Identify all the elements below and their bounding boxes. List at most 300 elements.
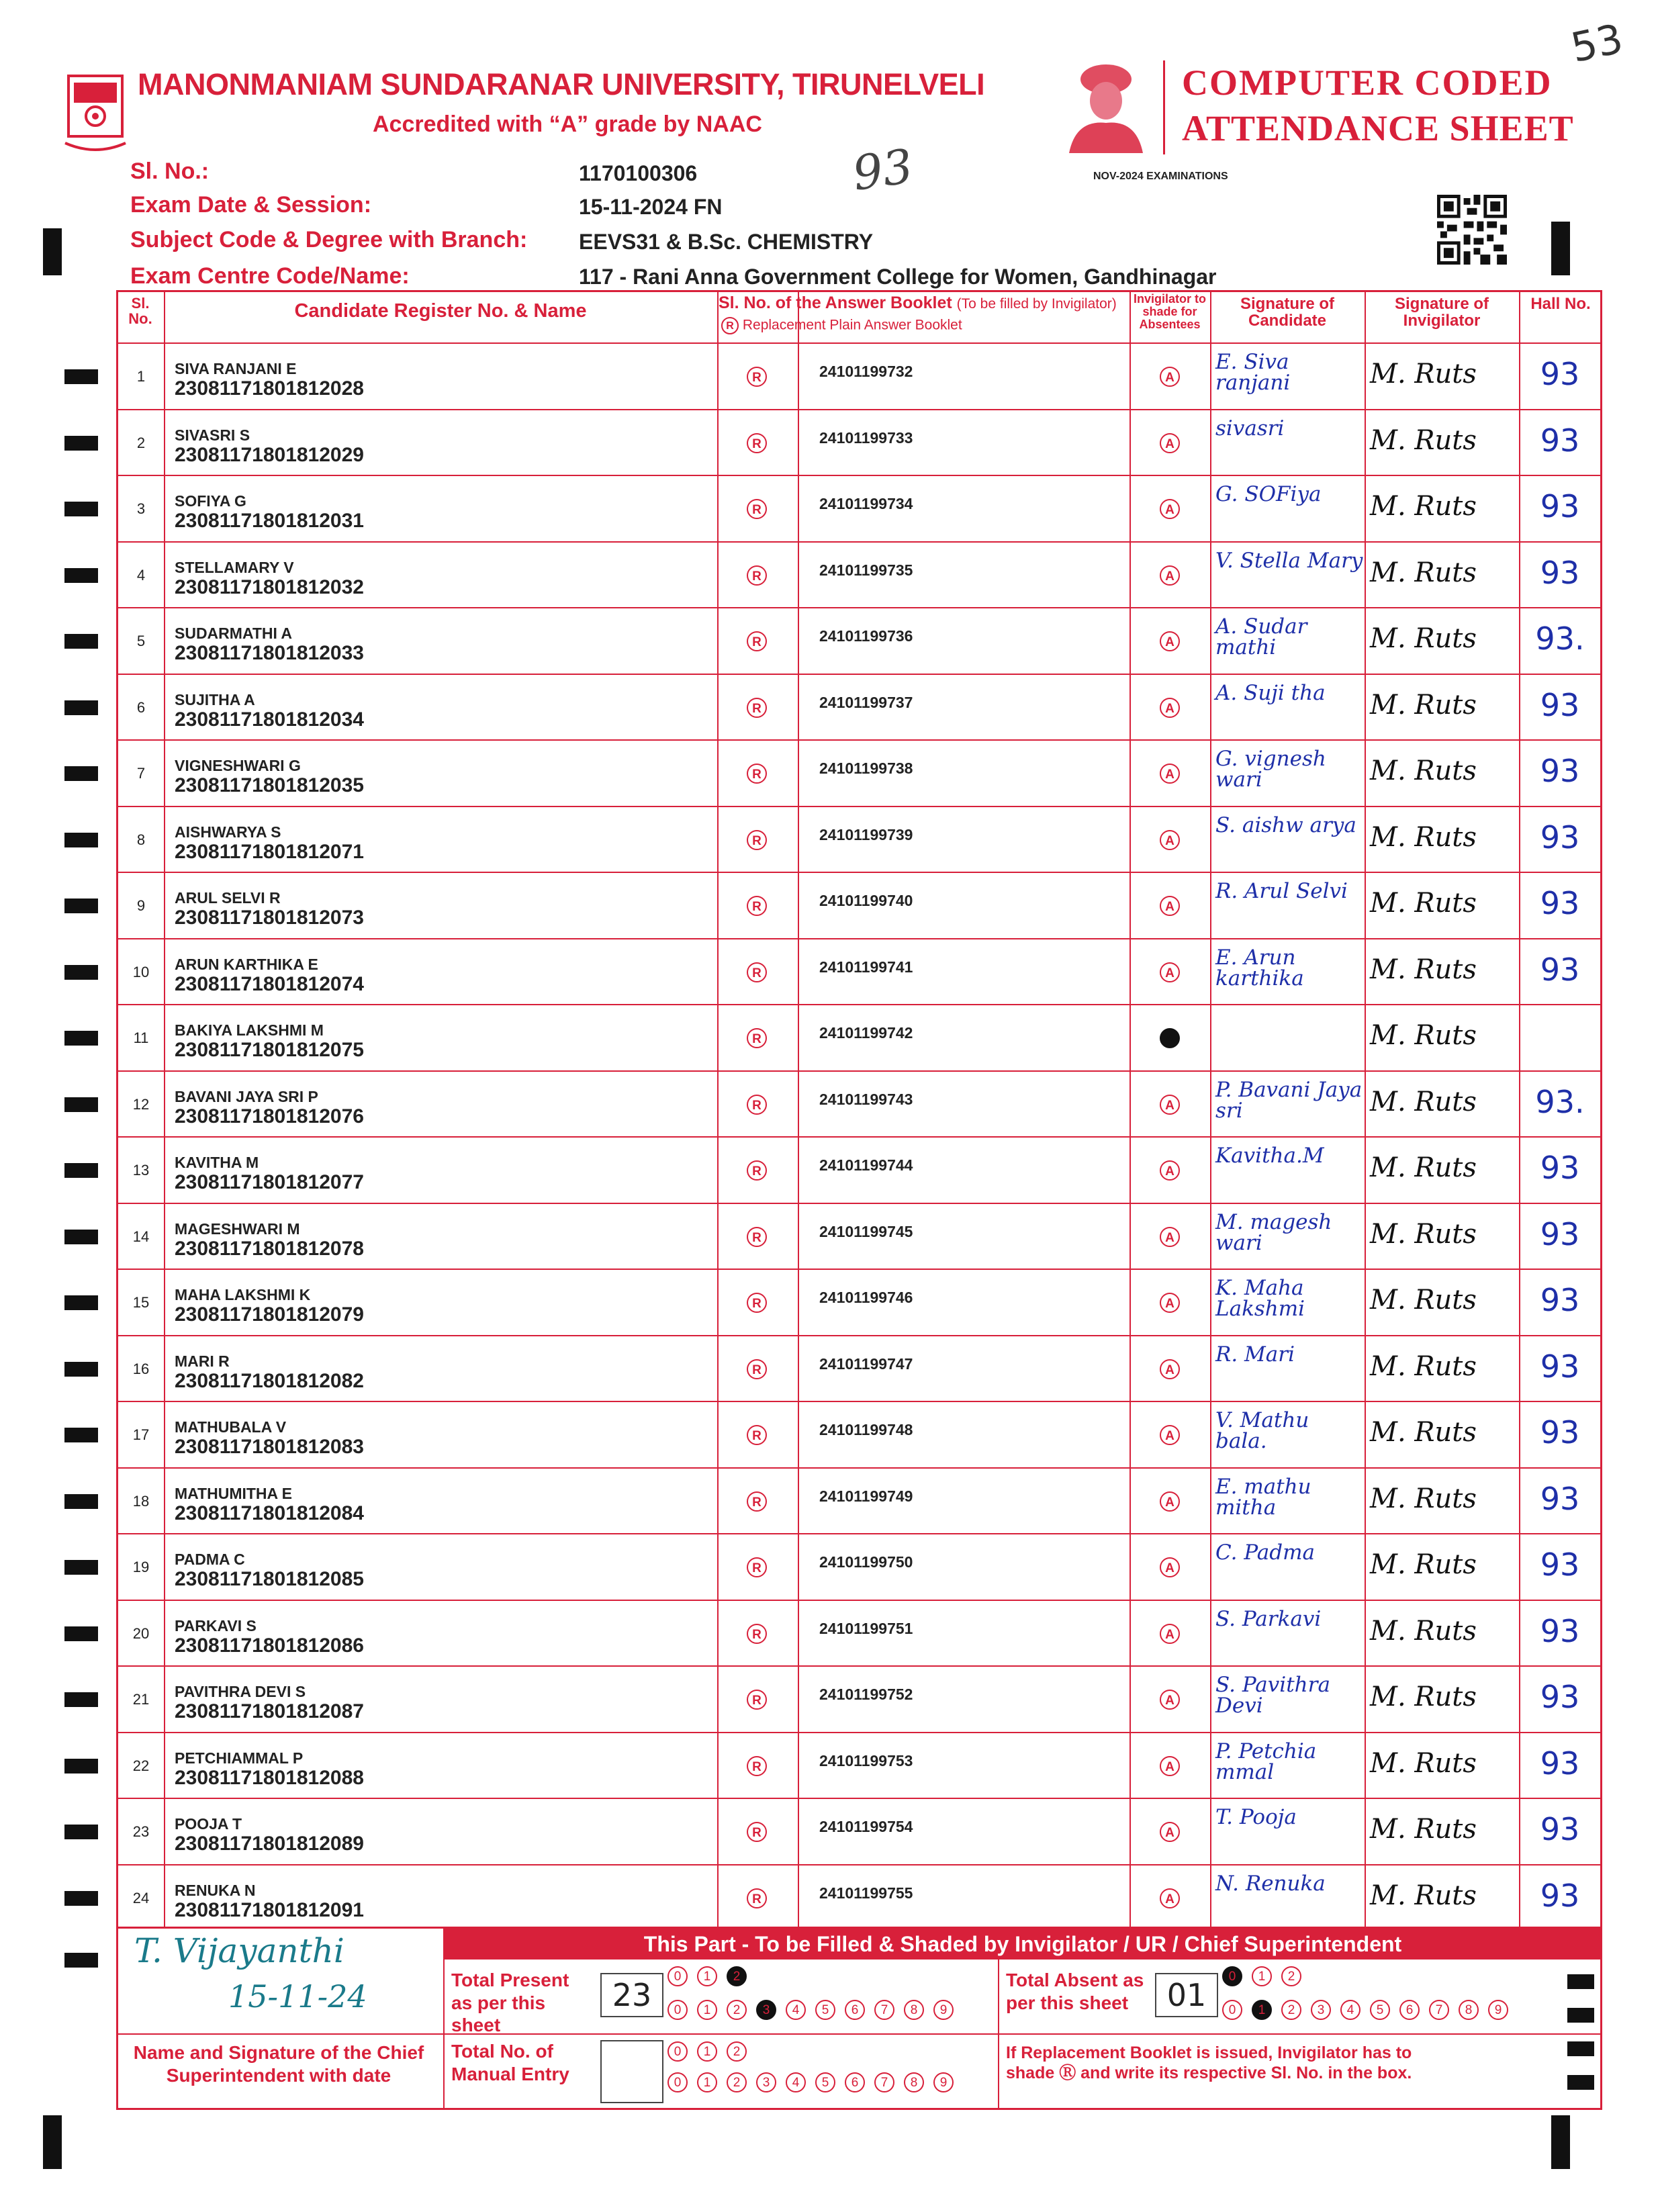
hall-number: 93 [1540,356,1580,392]
register-number: 23081171801812031 [175,510,364,532]
absent-tens-bubble-1[interactable]: 1 [1252,1966,1272,1986]
table-row-line [116,739,1602,741]
register-number: 23081171801812035 [175,774,364,796]
replacement-bubble[interactable]: R [747,1160,767,1181]
booklet-number: 24101199748 [819,1421,913,1438]
row-sl-no: 10 [132,963,150,980]
footer-hline [116,2033,1602,2035]
header-hall: Hall No. [1530,295,1591,313]
invigilator-signature: M. Ruts [1370,1747,1477,1779]
candidate-signature: Kavitha.M [1215,1144,1324,1168]
row-sl-no: 9 [136,897,146,914]
header-replacement-text: Replacement Plain Answer Booklet [742,317,962,333]
university-logo [62,73,129,160]
absent-bubble[interactable]: A [1160,1160,1180,1181]
absent-bubble[interactable]: A [1160,1491,1180,1512]
invigilator-signature: M. Ruts [1370,1483,1477,1514]
present-units-bubble-8[interactable]: 8 [904,2000,924,2020]
timing-mark [64,1230,98,1244]
hall-number: 93 [1540,1480,1580,1517]
manual-tens-bubble-2[interactable]: 2 [727,2041,747,2062]
absent-units-bubble-5[interactable]: 5 [1370,2000,1390,2020]
exam-tag: NOV-2024 EXAMINATIONS [1093,171,1228,182]
hall-number: 93 [1540,1348,1580,1385]
total-present-box[interactable]: 23 [600,1973,663,2017]
university-name: MANONMANIAM SUNDARANAR UNIVERSITY, TIRUNELVELI [138,67,985,101]
absent-bubble[interactable]: A [1160,962,1180,982]
absent-bubble[interactable]: A [1160,698,1180,718]
invigilator-signature: M. Ruts [1370,888,1477,919]
manual-entry-box[interactable] [600,2040,663,2103]
replacement-bubble[interactable]: R [747,1756,767,1776]
booklet-number: 24101199732 [819,363,913,380]
header-divider [1163,60,1165,154]
candidate-signature: S. Parkavi [1215,1606,1322,1631]
candidate-name: STELLAMARY V [175,558,294,576]
corner-handwritten-number: 53 [1567,15,1627,73]
absent-bubble[interactable]: A [1160,367,1180,387]
invigilator-signature: M. Ruts [1370,424,1477,456]
table-row-line [116,1533,1602,1534]
absent-units-bubble-6[interactable]: 6 [1399,2000,1420,2020]
register-number: 23081171801812074 [175,972,364,995]
replacement-bubble[interactable]: R [747,1028,767,1048]
table-vline-5 [1210,290,1211,1929]
booklet-number: 24101199746 [819,1289,913,1306]
timing-mark [64,1692,98,1707]
invigilator-signature: M. Ruts [1370,954,1477,985]
replacement-bubble[interactable]: R [747,499,767,519]
candidate-name: BAKIYA LAKSHMI M [175,1021,324,1039]
absent-bubble[interactable]: A [1160,1095,1180,1115]
invigilator-signature: M. Ruts [1370,755,1477,786]
absent-bubble[interactable]: A [1160,764,1180,784]
row-sl-no: 22 [132,1757,150,1774]
header-replacement [721,317,1124,334]
candidate-signature: E. Siva ranjani [1215,350,1291,395]
table-row-line [116,409,1602,410]
booklet-number: 24101199745 [819,1222,913,1240]
table-row-line [116,1335,1602,1336]
cs-label: Name and Signature of the Chief Superintendent with date [133,2042,424,2086]
replacement-bubble[interactable]: R [747,1624,767,1644]
candidate-signature: A. Suji tha [1215,680,1326,705]
invigilator-signature: M. Ruts [1370,821,1477,853]
timing-mark [64,1362,98,1377]
present-units-bubble-9[interactable]: 9 [933,2000,954,2020]
absent-bubble[interactable]: A [1160,565,1180,586]
corner-mark [1551,222,1570,275]
register-number: 23081171801812091 [175,1898,364,1921]
candidate-name: PAVITHRA DEVI S [175,1683,306,1700]
header-booklet [719,294,1128,312]
table-vline-4 [1129,290,1131,1929]
timing-mark [64,1825,98,1839]
hall-number: 93 [1540,422,1580,459]
replacement-note: If Replacement Booklet is issued, Invigilator has to shade Ⓡ and write its respective Sl. No. in the box. [1006,2043,1412,2082]
manual-units-bubble-8[interactable]: 8 [904,2072,924,2092]
invigilator-signature: M. Ruts [1370,1814,1477,1845]
booklet-number: 24101199749 [819,1487,913,1505]
table-row-line [116,1269,1602,1270]
absent-bubble[interactable]: A [1160,1557,1180,1577]
present-units-bubble-4[interactable]: 4 [786,2000,806,2020]
replacement-bubble[interactable]: R [747,764,767,784]
hall-number: 93 [1540,951,1580,988]
absent-bubble[interactable]: A [1160,433,1180,453]
candidate-name: MATHUBALA V [175,1418,287,1436]
table-row-line [116,1798,1602,1799]
row-sl-no: 19 [132,1559,150,1575]
qr-code-icon [1437,195,1507,265]
register-number: 23081171801812084 [175,1502,364,1524]
absent-bubble[interactable]: A [1160,1293,1180,1313]
invigilator-signature: M. Ruts [1370,359,1477,389]
candidate-signature: K. Maha Lakshmi [1215,1276,1305,1321]
sheet-title-line1: COMPUTER CODED [1182,62,1553,103]
row-sl-no: 2 [136,434,146,451]
candidate-signature: C. Padma [1215,1540,1315,1565]
sl-no-label: Sl. No.: [130,158,210,184]
manual-units-bubble-7[interactable]: 7 [874,2072,894,2092]
footer-divider-2 [998,1960,999,2110]
invigilator-signature: M. Ruts [1370,1681,1477,1712]
hall-number: 93 [1540,488,1580,524]
subject-label: Subject Code & Degree with Branch: [130,227,528,252]
hall-number: 93 [1540,1877,1580,1914]
table-row-line [116,674,1602,675]
absent-bubble[interactable]: A [1160,1624,1180,1644]
candidate-name: RENUKA N [175,1881,256,1899]
present-units-bubble-3[interactable]: 3 [756,2000,776,2020]
candidate-signature: T. Pooja [1215,1805,1297,1829]
centre-value: 117 - Rani Anna Government College for Women, Gandhinagar [579,265,1217,289]
invigilator-signature: M. Ruts [1370,1615,1477,1647]
present-units-bubble-1[interactable]: 1 [697,2000,717,2020]
row-sl-no: 21 [132,1691,150,1708]
hall-number: 93 [1540,885,1580,921]
timing-mark [64,502,98,516]
invigilator-signature: M. Ruts [1370,557,1477,588]
candidate-signature: G. SOFiya [1215,482,1322,506]
candidate-signature: V. Stella Mary [1215,548,1363,573]
footer-divider-1 [443,1929,445,2110]
absent-bubble[interactable]: A [1160,1822,1180,1842]
table-row-line [116,806,1602,807]
present-tens-bubble-0[interactable]: 0 [667,1966,688,1986]
manual-units-bubble-3[interactable]: 3 [756,2072,776,2092]
register-number: 23081171801812083 [175,1436,364,1458]
table-vline-7 [1519,290,1520,1929]
candidate-name: VIGNESHWARI G [175,757,301,774]
hall-number: 93 [1540,1679,1580,1715]
invigilator-signature: M. Ruts [1370,1218,1477,1250]
row-sl-no: 6 [136,698,146,716]
absent-bubble[interactable]: A [1160,499,1180,519]
header-bottom-line [116,342,1602,344]
hall-number: 93 [1540,1612,1580,1649]
booklet-number: 24101199750 [819,1553,913,1571]
row-sl-no: 13 [132,1162,150,1179]
absent-bubble[interactable]: A [1160,1690,1180,1710]
present-units-bubble-7[interactable]: 7 [874,2000,894,2020]
candidate-name: AISHWARYA S [175,823,281,841]
exam-date-label: Exam Date & Session: [130,192,372,218]
centre-label: Exam Centre Code/Name: [130,263,410,289]
manual-units-bubble-9[interactable]: 9 [933,2072,954,2092]
replacement-bubble[interactable]: R [747,1227,767,1247]
absent-bubble[interactable]: A [1160,1756,1180,1776]
row-sl-no: 8 [136,831,146,848]
candidate-name: SUDARMATHI A [175,625,293,642]
timing-mark [64,700,98,715]
replacement-bubble[interactable]: R [747,1293,767,1313]
hall-number: 93 [1540,1547,1580,1583]
register-number: 23081171801812088 [175,1766,364,1789]
row-sl-no: 17 [132,1426,150,1443]
table-row-line [116,1665,1602,1667]
manual-tens-bubble-0[interactable]: 0 [667,2041,688,2062]
replacement-bubble[interactable]: R [747,698,767,718]
manual-units-bubble-5[interactable]: 5 [815,2072,835,2092]
invigilator-signature: M. Ruts [1370,1350,1477,1382]
register-number: 23081171801812086 [175,1634,364,1657]
candidate-name: ARUN KARTHIKA E [175,955,318,973]
present-units-bubble-0[interactable]: 0 [667,2000,688,2020]
timing-mark [64,436,98,451]
table-row-line [116,475,1602,476]
candidate-signature: S. aishw arya [1215,813,1356,837]
replacement-bubble[interactable]: R [747,1359,767,1379]
manual-units-bubble-4[interactable]: 4 [786,2072,806,2092]
candidate-signature: R. Mari [1215,1342,1295,1367]
candidate-signature: A. Sudar mathi [1215,614,1307,659]
table-row-line [116,1203,1602,1204]
replacement-r-icon: R [721,317,739,334]
absent-tens-bubble-2[interactable]: 2 [1281,1966,1301,1986]
booklet-number: 24101199747 [819,1354,913,1373]
candidate-name: MAGESHWARI M [175,1219,300,1238]
present-units-bubble-6[interactable]: 6 [845,2000,865,2020]
row-sl-no: 7 [136,765,146,782]
register-number: 23081171801812089 [175,1833,364,1855]
hall-number: 93 [1540,1215,1580,1252]
timing-mark [64,766,98,781]
replacement-bubble[interactable]: R [747,631,767,651]
absent-units-bubble-2[interactable]: 2 [1281,2000,1301,2020]
register-number: 23081171801812029 [175,443,364,466]
manual-tens-bubble-1[interactable]: 1 [697,2041,717,2062]
candidate-name: SUJITHA A [175,690,255,708]
candidate-signature: M. magesh wari [1215,1209,1332,1255]
register-number: 23081171801812087 [175,1700,364,1722]
register-number: 23081171801812071 [175,840,364,863]
replacement-bubble[interactable]: R [747,830,767,850]
booklet-number: 24101199736 [819,627,913,645]
candidate-name: MAHA LAKSHMI K [175,1286,311,1303]
header-invigilator-shade: Invigilator to shade for Absentees [1134,292,1206,331]
replacement-bubble[interactable]: R [747,962,767,982]
sl-no-value: 1170100306 [579,161,698,185]
table-row-line [116,1070,1602,1072]
table-row-line [116,541,1602,543]
candidate-signature: N. Renuka [1215,1871,1326,1896]
row-sl-no: 3 [136,500,146,517]
register-number: 23081171801812034 [175,708,364,731]
booklet-number: 24101199735 [819,561,913,579]
hall-number: 93 [1540,1811,1580,1847]
absent-units-bubble-0[interactable]: 0 [1222,2000,1242,2020]
candidate-signature: E. Arun karthika [1215,945,1304,990]
hall-number: 93. [1535,620,1585,657]
table-row-line [116,872,1602,873]
hall-number: 93 [1540,1414,1580,1450]
total-absent-box[interactable]: 01 [1155,1973,1218,2017]
replacement-bubble[interactable]: R [747,1822,767,1842]
candidate-signature: sivasri [1215,416,1285,441]
table-row-line [116,1864,1602,1865]
header-booklet-note: (To be filled by Invigilator) [956,296,1117,312]
timing-mark [64,1163,98,1178]
candidate-name: MARI R [175,1352,230,1370]
timing-mark [64,1031,98,1046]
header-booklet-title: Sl. No. of the Answer Booklet [719,293,952,312]
subject-value: EEVS31 & B.Sc. CHEMISTRY [579,230,874,254]
replacement-bubble[interactable]: R [747,565,767,586]
total-absent-label: Total Absent as per this sheet [1006,1970,1144,2013]
row-sl-no: 20 [132,1624,150,1642]
present-tens-bubble-1[interactable]: 1 [697,1966,717,1986]
absent-bubble[interactable]: A [1160,1028,1180,1048]
absent-bubble[interactable]: A [1160,830,1180,850]
candidate-name: SIVA RANJANI E [175,360,297,377]
sheet-title-line2: ATTENDANCE SHEET [1182,108,1574,148]
candidate-signature: R. Arul Selvi [1215,879,1348,903]
row-sl-no: 15 [132,1294,150,1311]
present-units-bubble-5[interactable]: 5 [815,2000,835,2020]
replacement-bubble[interactable]: R [747,1557,767,1577]
replacement-bubble[interactable]: R [747,367,767,387]
register-number: 23081171801812079 [175,1303,364,1326]
booklet-number: 24101199743 [819,1090,913,1108]
register-number: 23081171801812082 [175,1369,364,1392]
table-row-line [116,1732,1602,1733]
accreditation-text: Accredited with “A” grade by NAAC [373,111,762,137]
booklet-number: 24101199734 [819,495,913,512]
table-row-line [116,607,1602,608]
exam-date-value: 15-11-2024 FN [579,195,723,219]
table-row-line [116,1136,1602,1138]
absent-units-bubble-7[interactable]: 7 [1429,2000,1449,2020]
table-vline-2 [717,290,719,1929]
manual-entry-label: Total No. of Manual Entry [451,2041,569,2084]
booklet-number: 24101199754 [819,1818,913,1835]
hall-number: 93 [1540,1150,1580,1186]
hall-number: 93 [1540,1745,1580,1782]
table-row-line [116,1004,1602,1005]
booklet-number: 24101199733 [819,428,913,447]
header-sl-no: Sl. No. [128,295,152,328]
booklet-number: 24101199738 [819,759,913,777]
replacement-bubble[interactable]: R [747,1491,767,1512]
absent-units-bubble-4[interactable]: 4 [1340,2000,1361,2020]
timing-mark [64,568,98,583]
candidate-signature: E. mathu mitha [1215,1474,1311,1520]
absent-bubble[interactable]: A [1160,1888,1180,1908]
manual-units-bubble-2[interactable]: 2 [727,2072,747,2092]
corner-mark [43,2115,62,2169]
booklet-number: 24101199739 [819,825,913,843]
present-units-bubble-2[interactable]: 2 [727,2000,747,2020]
register-number: 23081171801812085 [175,1568,364,1590]
replacement-bubble[interactable]: R [747,1888,767,1908]
header-sig-candidate: Signature of Candidate [1240,295,1334,330]
timing-mark [64,1560,98,1575]
absent-units-bubble-8[interactable]: 8 [1459,2000,1479,2020]
table-row-line [116,1467,1602,1469]
table-row-line [116,938,1602,939]
replacement-bubble[interactable]: R [747,433,767,453]
replacement-bubble[interactable]: R [747,1095,767,1115]
absent-bubble[interactable]: A [1160,896,1180,916]
hall-number: 93 [1540,686,1580,723]
row-sl-no: 14 [132,1228,150,1245]
absent-units-bubble-3[interactable]: 3 [1311,2000,1331,2020]
hall-number: 93 [1540,753,1580,789]
manual-units-bubble-0[interactable]: 0 [667,2072,688,2092]
invigilator-signature: M. Ruts [1370,1285,1477,1316]
booklet-number: 24101199752 [819,1686,913,1703]
absent-bubble[interactable]: A [1160,1425,1180,1445]
table-vline-6 [1365,290,1366,1929]
handwritten-hall-note: 93 [849,138,917,201]
manual-units-bubble-1[interactable]: 1 [697,2072,717,2092]
timing-mark [64,1891,98,1906]
invigilator-signature: M. Ruts [1370,491,1477,522]
replacement-bubble[interactable]: R [747,1425,767,1445]
candidate-name: ARUL SELVI R [175,889,281,907]
table-row-line [116,1401,1602,1402]
timing-mark [64,833,98,847]
register-number: 23081171801812078 [175,1237,364,1260]
absent-units-bubble-9[interactable]: 9 [1488,2000,1508,2020]
absent-bubble[interactable]: A [1160,1359,1180,1379]
present-tens-bubble-2[interactable]: 2 [727,1966,747,1986]
timing-mark [64,1295,98,1310]
row-sl-no: 12 [132,1095,150,1113]
hall-number: 93. [1535,1083,1585,1120]
candidate-name: PETCHIAMMAL P [175,1749,304,1767]
manual-units-bubble-6[interactable]: 6 [845,2072,865,2092]
footer-banner: This Part - To be Filled & Shaded by Invigilator / UR / Chief Superintendent [443,1929,1602,1960]
booklet-number: 24101199737 [819,693,913,711]
replacement-bubble[interactable]: R [747,896,767,916]
replacement-bubble[interactable]: R [747,1690,767,1710]
absent-bubble[interactable]: A [1160,631,1180,651]
register-number: 23081171801812032 [175,575,364,598]
candidate-signature: V. Mathu bala. [1215,1408,1309,1453]
absent-tens-bubble-0[interactable]: 0 [1222,1966,1242,1986]
absent-bubble[interactable]: A [1160,1227,1180,1247]
timing-mark [64,634,98,649]
booklet-number: 24101199740 [819,892,913,909]
invigilator-signature: M. Ruts [1370,689,1477,721]
booklet-number: 24101199742 [819,1024,913,1042]
candidate-name: SIVASRI S [175,426,250,444]
row-sl-no: 4 [136,566,146,584]
absent-units-bubble-1[interactable]: 1 [1252,2000,1272,2020]
booklet-number: 24101199744 [819,1156,913,1174]
